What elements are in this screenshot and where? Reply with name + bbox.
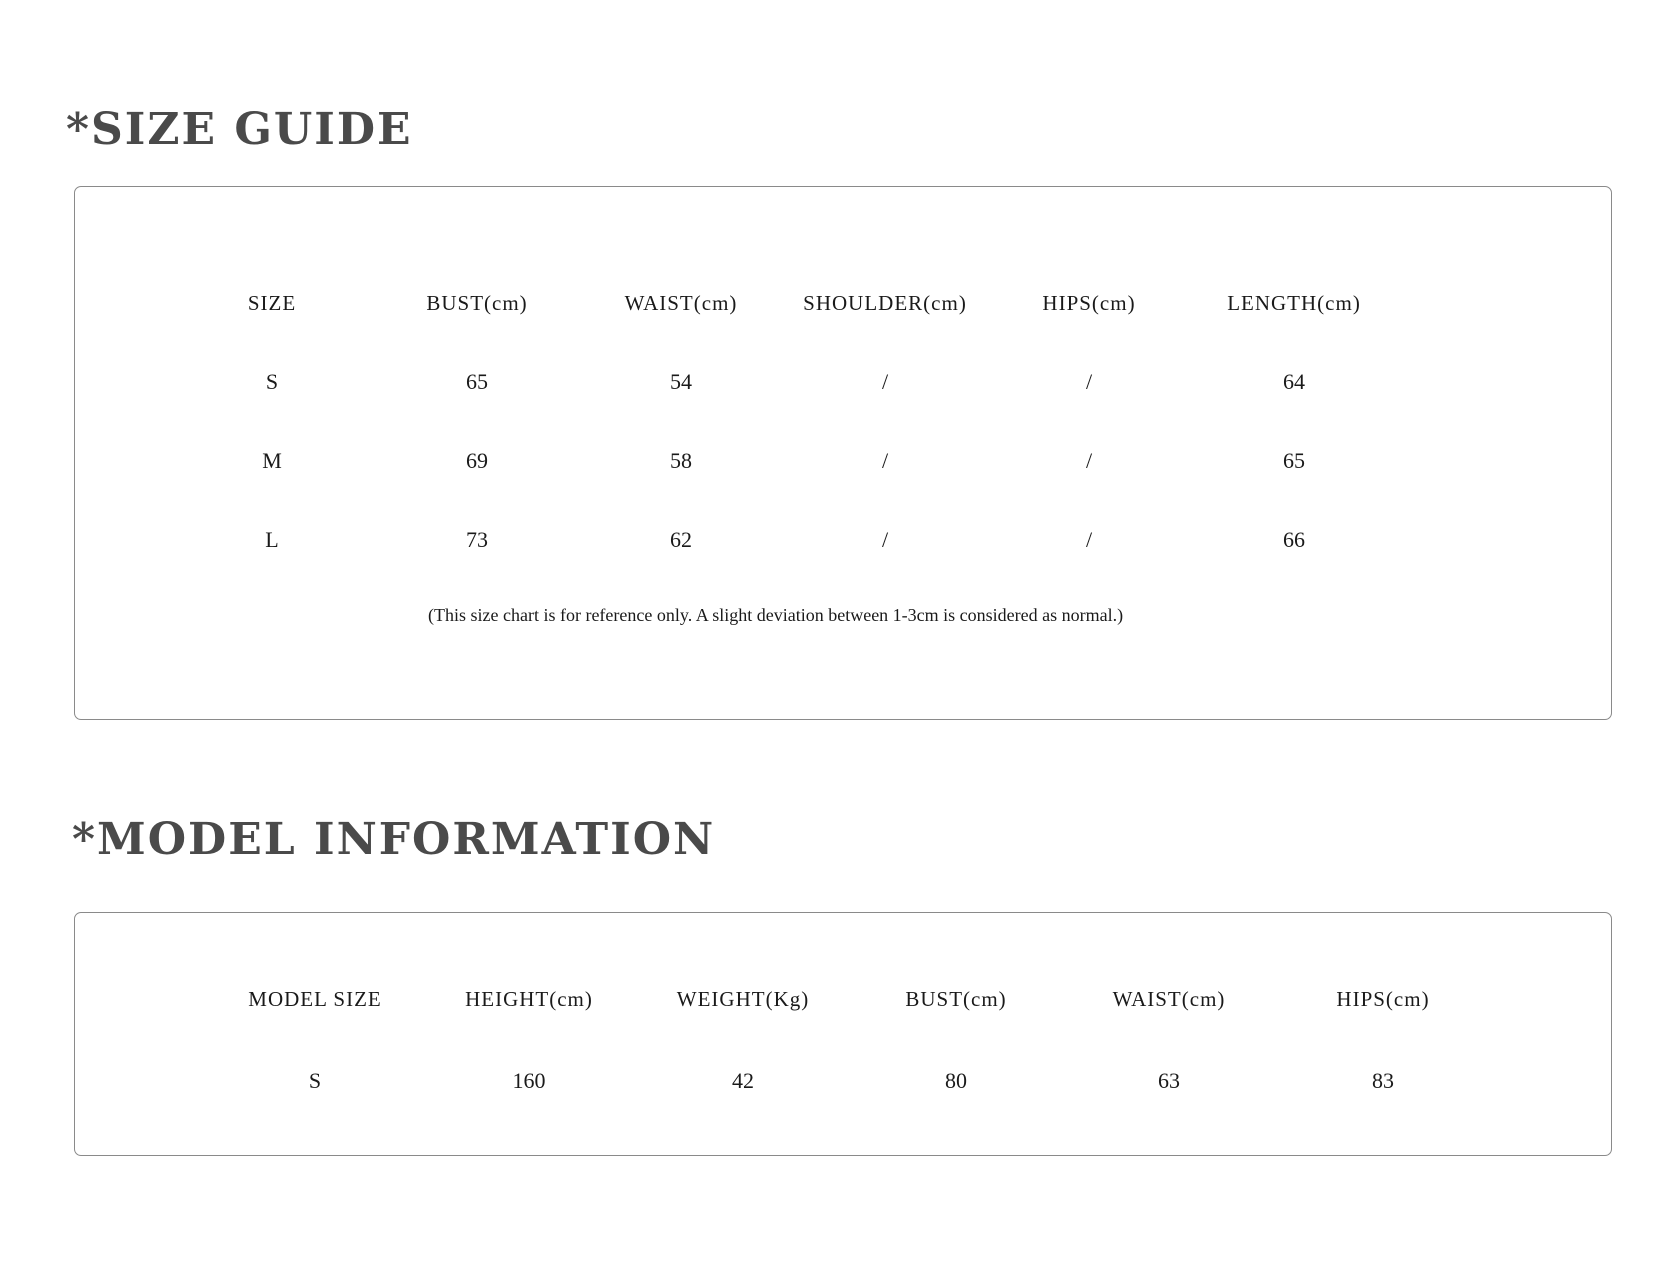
model-information-table-box [74,912,1612,1156]
size-guide-header-bust: BUST(cm) [426,291,528,315]
size-guide-cell: / [1085,448,1093,473]
size-guide-cell: L [265,527,279,552]
model-header-bust: BUST(cm) [905,987,1007,1011]
size-guide-cell: / [1085,527,1093,552]
model-header-weight: WEIGHT(Kg) [676,987,810,1011]
size-guide-cell: / [881,369,889,394]
size-guide-cell: 66 [1283,527,1305,552]
size-guide-cell: 69 [466,448,488,473]
size-guide-header-length: LENGTH(cm) [1227,291,1361,315]
size-guide-cell: 62 [670,527,692,552]
size-guide-cell: 73 [466,527,488,552]
size-guide-header-waist: WAIST(cm) [624,291,738,315]
size-guide-header-hips: HIPS(cm) [1042,291,1136,315]
model-value-cell: 160 [512,1068,546,1093]
size-guide-cell: 54 [670,369,692,394]
model-header-waist: WAIST(cm) [1112,987,1226,1011]
size-guide-table-box [74,186,1612,720]
size-guide-cell: 65 [1283,448,1305,473]
size-guide-cell: M [262,448,282,473]
size-guide-header-shoulder: SHOULDER(cm) [803,291,967,315]
size-guide-note: (This size chart is for reference only. A slight deviation between 1-3cm is considered as normal.) [428,605,1124,625]
model-value-cell: S [308,1068,322,1093]
size-guide-title: *SIZE GUIDE [66,104,413,155]
model-value-cell: 80 [945,1068,967,1093]
model-header-height: HEIGHT(cm) [465,987,593,1011]
size-guide-cell: 65 [466,369,488,394]
size-guide-header-size: SIZE [247,291,297,315]
size-guide-cell: 58 [670,448,692,473]
size-guide-cell: S [265,369,279,394]
size-guide-cell: / [881,448,889,473]
model-information-title: *MODEL INFORMATION [72,814,716,865]
model-header-hips: HIPS(cm) [1336,987,1430,1011]
model-value-cell: 42 [732,1068,754,1093]
size-guide-cell: / [1085,369,1093,394]
model-value-cell: 63 [1158,1068,1180,1093]
model-value-cell: 83 [1372,1068,1394,1093]
size-guide-cell: 64 [1283,369,1305,394]
model-header-model-size: MODEL SIZE [248,987,382,1011]
size-guide-cell: / [881,527,889,552]
